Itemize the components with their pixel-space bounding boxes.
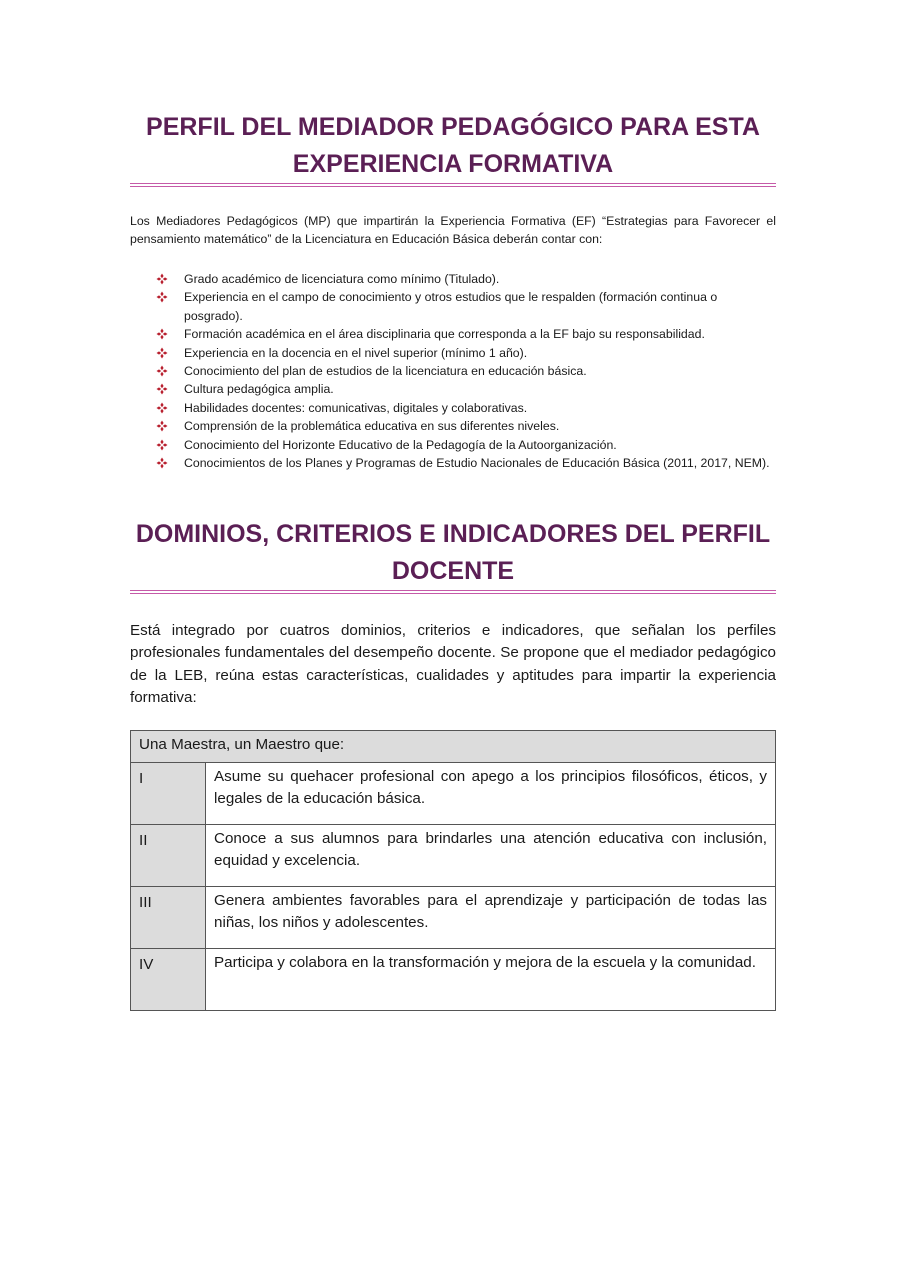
fleur-bullet-icon: [156, 457, 168, 469]
list-item: [156, 325, 776, 343]
section2-title: DOMINIOS, CRITERIOS E INDICADORES DEL PERFIL DOCENTE: [135, 520, 771, 585]
table-row: [131, 949, 776, 1011]
fleur-bullet-icon: [156, 291, 168, 303]
requirement-text: Habilidades docentes: comunicativas, digitales y colaborativas.: [184, 400, 528, 415]
list-item: [156, 417, 776, 435]
requirement-text: Experiencia en la docencia en el nivel superior (mínimo 1 año).: [184, 345, 528, 360]
list-item: [156, 380, 776, 398]
requirement-text: Experiencia en el campo de conocimiento y otros estudios que le respalden (formación continua o posgrado).: [184, 290, 718, 323]
section1-intro: Los Mediadores Pedagógicos (MP) que impartirán la Experiencia Formativa (EF) “Estrategias para Favorecer el pensamiento matemático” de la Licenciatura en Educación Básica deberán contar con:: [130, 214, 776, 246]
table-header: Una Maestra, un Maestro que:: [131, 731, 776, 763]
domain-number: II: [131, 825, 206, 887]
section1-title: PERFIL DEL MEDIADOR PEDAGÓGICO PARA ESTA EXPERIENCIA FORMATIVA: [146, 113, 760, 178]
title-divider: [130, 183, 776, 187]
list-item: [156, 436, 776, 454]
requirement-text: Comprensión de la problemática educativa en sus diferentes niveles.: [184, 419, 560, 434]
fleur-bullet-icon: [156, 383, 168, 395]
table-header-row: [131, 731, 776, 763]
requirement-text: Conocimiento del Horizonte Educativo de la Pedagogía de la Autoorganización.: [184, 437, 617, 452]
table-row: [131, 887, 776, 949]
domain-number: I: [131, 763, 206, 825]
requirements-list: [156, 270, 776, 472]
domain-text: Participa y colabora en la transformación y mejora de la escuela y la comunidad.: [206, 949, 776, 1011]
requirement-text: Conocimiento del plan de estudios de la licenciatura en educación básica.: [184, 364, 587, 379]
domain-text: Asume su quehacer profesional con apego a los principios filosóficos, éticos, y legales de la educación básica.: [206, 763, 776, 825]
table-row: [131, 763, 776, 825]
domain-number: III: [131, 887, 206, 949]
list-item: [156, 399, 776, 417]
fleur-bullet-icon: [156, 328, 168, 340]
list-item: [156, 288, 776, 325]
table-row: [131, 825, 776, 887]
requirement-text: Cultura pedagógica amplia.: [184, 382, 334, 397]
list-item: [156, 344, 776, 362]
requirement-text: Grado académico de licenciatura como mínimo (Titulado).: [184, 272, 500, 286]
list-item: [156, 362, 776, 380]
requirement-text: Conocimientos de los Planes y Programas de Estudio Nacionales de Educación Básica (2011, 2017, NEM).: [184, 456, 770, 471]
fleur-bullet-icon: [156, 273, 168, 285]
domains-table: [130, 730, 776, 1011]
fleur-bullet-icon: [156, 347, 168, 359]
fleur-bullet-icon: [156, 420, 168, 432]
fleur-bullet-icon: [156, 439, 168, 451]
requirement-text: Formación académica en el área disciplinaria que corresponda a la EF bajo su responsabilidad.: [184, 327, 705, 342]
section2-paragraph: Está integrado por cuatros dominios, criterios e indicadores, que señalan los perfiles profesionales fundamentales del desempeño docente. Se propone que el mediador pedagógico de la LEB, reúna estas características, cualidades y aptitudes para impartir la experiencia formativa:: [130, 622, 776, 706]
domain-text: Conoce a sus alumnos para brindarles una atención educativa con inclusión, equidad y excelencia.: [206, 825, 776, 887]
title-divider: [130, 590, 776, 594]
fleur-bullet-icon: [156, 365, 168, 377]
fleur-bullet-icon: [156, 402, 168, 414]
domain-text: Genera ambientes favorables para el aprendizaje y participación de todas las niñas, los niños y adolescentes.: [206, 887, 776, 949]
list-item: [156, 270, 776, 288]
list-item: [156, 454, 776, 472]
domain-number: IV: [131, 949, 206, 1011]
